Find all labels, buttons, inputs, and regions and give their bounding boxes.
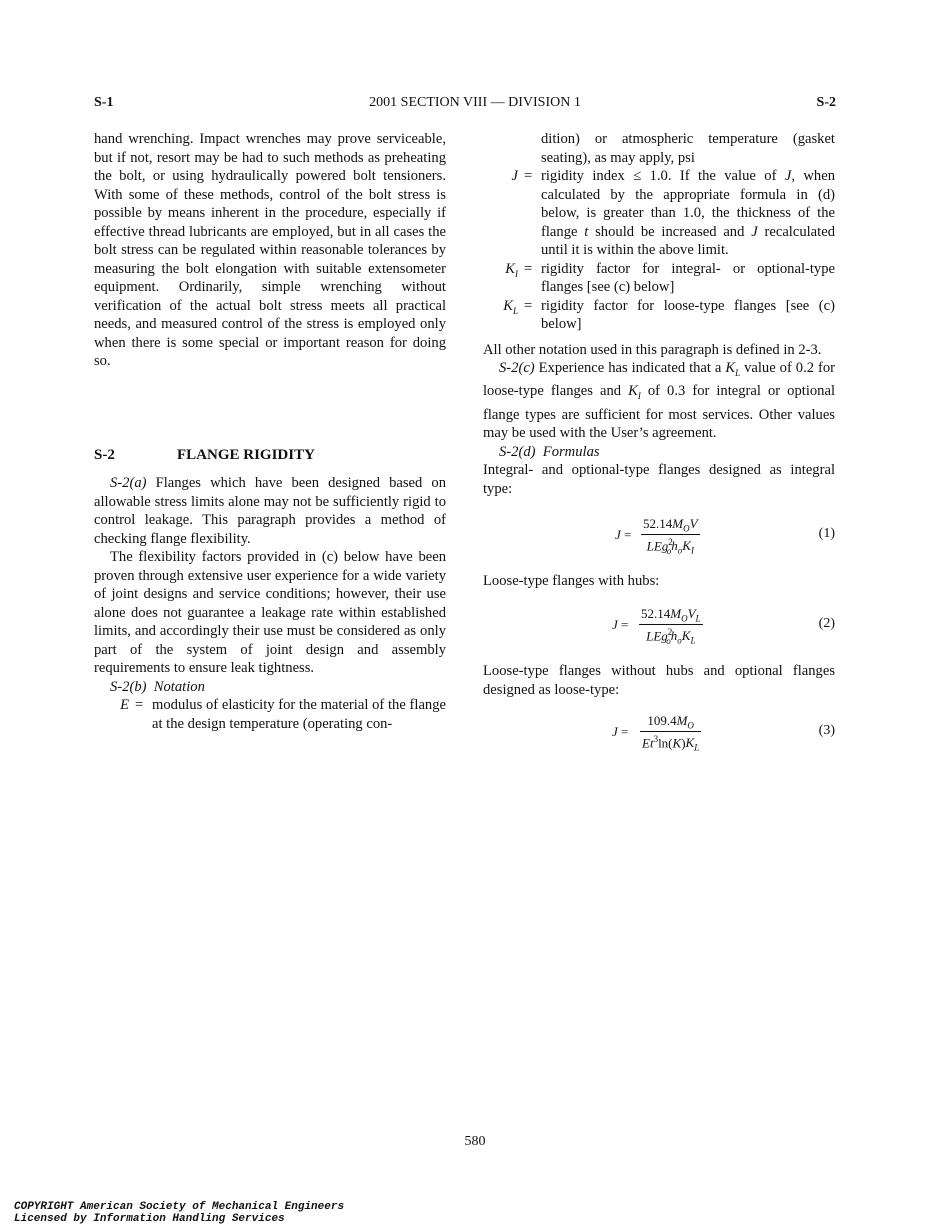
- KI-definition: rigidity factor for integral- or optional-type flanges [see (c) below]: [541, 260, 835, 295]
- E-symbol: E: [120, 697, 129, 713]
- section-s2-heading: [94, 446, 446, 465]
- loose-hubs-intro: Loose-type flanges with hubs:: [483, 573, 660, 589]
- equals-sign: =: [524, 260, 533, 277]
- right-column: [483, 130, 835, 498]
- KI-symbol: $K_I$: [505, 260, 518, 279]
- equals-sign: =: [524, 297, 533, 314]
- formula-2-fraction: $52.14M_OV_L$ $LEg^2_oh_oK_L$: [641, 606, 701, 646]
- notation-J: [483, 167, 835, 260]
- notation-KI: [483, 260, 835, 297]
- KL-definition: rigidity factor for loose-type flanges [see (c) below]: [541, 297, 835, 332]
- s2a-label: S-2(a): [110, 475, 147, 491]
- header-right-section: S-2: [816, 95, 836, 110]
- equals-sign: =: [135, 697, 144, 713]
- formula-3-number: (3): [818, 723, 835, 738]
- formula-1-lhs: J =: [615, 527, 632, 542]
- formula-1-fraction: $52.14M_OV$ $LEg^2_oh_oK_I$: [643, 516, 698, 556]
- loose-nohubs-intro: Loose-type flanges without hubs and optional flanges designed as loose-type:: [483, 663, 835, 698]
- formula-1-number: (1): [818, 526, 835, 541]
- integral-flanges-intro: Integral- and optional-type flanges designed as integral type:: [483, 462, 835, 497]
- other-notation-paragraph: All other notation used in this paragraph is defined in 2-3.: [483, 341, 822, 358]
- s2d-title: Formulas: [542, 443, 600, 460]
- J-definition: rigidity index ≤ 1.0. If the value of J, when calculated by the appropriate formula in (d) below, is greater than 1.0, the thickness of the flange t should be increased and J recalculated until it is within the above limit.: [541, 168, 835, 258]
- equals-sign: =: [524, 168, 533, 184]
- header-title: 2001 SECTION VIII — DIVISION 1: [369, 95, 581, 110]
- notation-E: [94, 696, 446, 733]
- formula-3-lhs: J =: [612, 724, 629, 739]
- left-column-body: [94, 474, 446, 733]
- flexibility-paragraph: The flexibility factors provided in (c) below have been proven through extensive user experience for a wide variety of joint designs and service conditions; however, their use alone does not guarantee a leakage rate within established limits, and accordingly their use must be considered as only part of the system of joint design and assembly requirements to ensure leak tightness.: [94, 549, 446, 676]
- s2d-heading: [483, 443, 835, 462]
- formula-3: [483, 713, 835, 757]
- s2c-label: S-2(c): [499, 360, 535, 376]
- E-definition-continued: dition) or atmospheric temperature (gasket seating), as may apply, psi: [541, 131, 835, 166]
- bolt-stress-paragraph: hand wrenching. Impact wrenches may prove serviceable, but if not, resort may be had to such methods as preheating the bolt, or using hydraulically powered bolt tensioners. With some of these methods, control of the bolt stress is possible by means inherent in the procedure, especially if effective thread lubricants are employed, but in all cases the bolt stress can be regulated within reasonable tolerances by measuring the bolt elongation with suitable extensometer equipment. Ordinarily, simple wrenching without verification of the actual bolt stress meets all practical needs, and measured control of the stress is employed only when there is some special or important reason for doing so.: [94, 131, 446, 369]
- formula-2-lhs: J =: [612, 617, 629, 632]
- loose-hubs-intro-block: [483, 572, 835, 591]
- s2d-label: S-2(d): [499, 443, 536, 460]
- s2c-paragraph: S-2(c) Experience has indicated that a $K_L$ value of 0.2 for loose-type flanges and $K_I$ of 0.3 for integral or optional flange types are sufficient for most services. Other values may be used with the User’s agreement.: [483, 360, 835, 442]
- section-number: S-2: [94, 447, 115, 463]
- section-title: FLANGE RIGIDITY: [177, 447, 315, 463]
- page-number: 580: [464, 1134, 486, 1149]
- formula-2-number: (2): [818, 616, 835, 631]
- E-definition: modulus of elasticity for the material of the flange at the design temperature (operating con-: [152, 697, 446, 732]
- notation-E-continued: [483, 130, 835, 167]
- s2b-heading: [94, 678, 446, 697]
- s2a-paragraph: [94, 474, 446, 548]
- notation-KL: [483, 297, 835, 334]
- KL-symbol: $K_L$: [503, 297, 518, 316]
- s2b-label: S-2(b): [110, 678, 147, 695]
- formula-2: [483, 606, 835, 650]
- s2a-text: Flanges which have been designed based on allowable stress limits alone may not be sufficiently rigid to control leakage. This paragraph provides a method of checking flange flexibility.: [94, 475, 446, 547]
- loose-nohubs-intro-block: [483, 662, 835, 699]
- s2b-title: Notation: [153, 678, 205, 695]
- formula-1: [483, 516, 835, 560]
- formula-3-fraction: $\frac{109.4M_O}{Et^3\ln(K)K_L}$: [642, 713, 700, 753]
- left-column: [94, 130, 446, 371]
- copyright-line-2: Licensed by Information Handling Services: [14, 1213, 285, 1225]
- header-left-section: S-1: [94, 95, 114, 110]
- copyright-line-1: COPYRIGHT American Society of Mechanical Engineers: [14, 1201, 345, 1213]
- J-symbol: J: [511, 168, 518, 184]
